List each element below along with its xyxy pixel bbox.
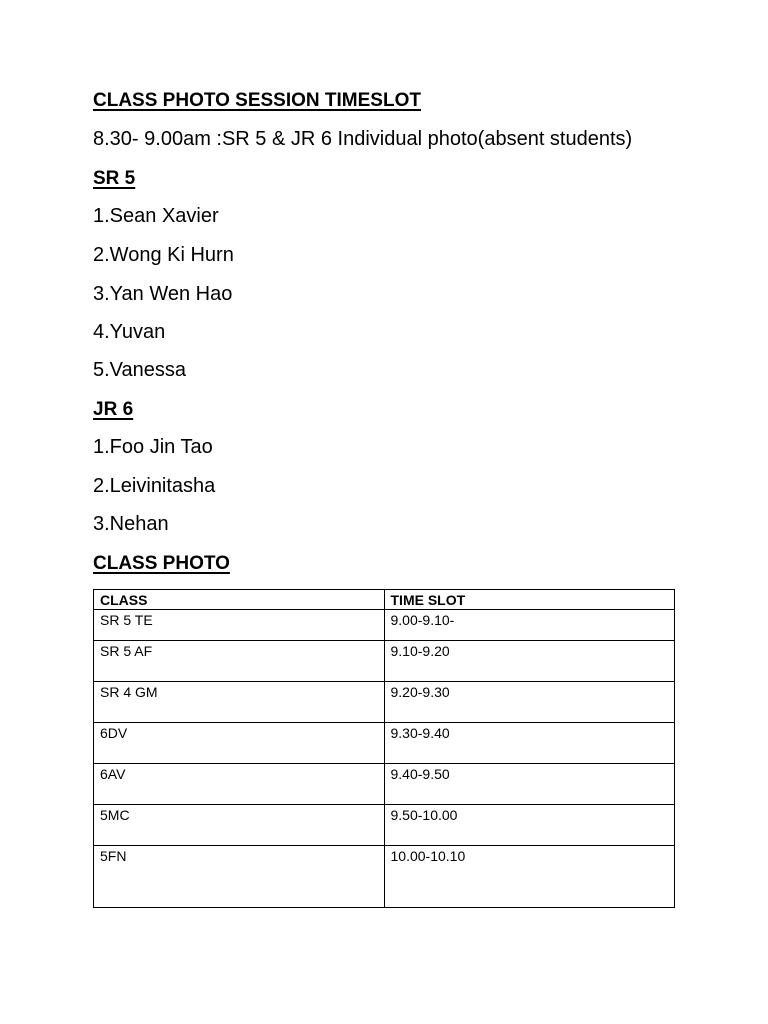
time-slot-cell: 9.50-10.00 <box>384 805 675 846</box>
table-row <box>94 641 675 682</box>
list-item: 3.Nehan <box>93 513 169 535</box>
time-slot-cell: 9.00-9.10- <box>384 610 675 641</box>
time-slot-cell: 9.30-9.40 <box>384 723 675 764</box>
session-intro: 8.30- 9.00am :SR 5 & JR 6 Individual photo(absent students) <box>93 128 633 150</box>
time-slot-cell: 10.00-10.10 <box>384 846 675 908</box>
list-item: 1.Sean Xavier <box>93 205 219 227</box>
class-photo-heading: CLASS PHOTO <box>93 553 230 574</box>
time-slot-cell: 9.40-9.50 <box>384 764 675 805</box>
class-cell: 6AV <box>94 764 385 805</box>
class-cell: 5FN <box>94 846 385 908</box>
class-cell: SR 5 AF <box>94 641 385 682</box>
list-item: 3.Yan Wen Hao <box>93 283 233 305</box>
timeslot-table <box>93 589 675 908</box>
table-header-row <box>94 590 675 610</box>
time-slot-cell: 9.20-9.30 <box>384 682 675 723</box>
class-cell: 6DV <box>94 723 385 764</box>
table-row <box>94 610 675 641</box>
class-cell: SR 5 TE <box>94 610 385 641</box>
table-row <box>94 764 675 805</box>
list-item: 5.Vanessa <box>93 359 187 381</box>
class-cell: 5MC <box>94 805 385 846</box>
document-title: CLASS PHOTO SESSION TIMESLOT <box>93 90 421 111</box>
time-slot-cell: 9.10-9.20 <box>384 641 675 682</box>
section-heading-sr5: SR 5 <box>93 168 136 189</box>
column-header-time-slot: TIME SLOT <box>384 590 675 610</box>
list-item: 2.Leivinitasha <box>93 475 216 497</box>
table-row <box>94 723 675 764</box>
table-row <box>94 682 675 723</box>
column-header-class: CLASS <box>94 590 385 610</box>
list-item: 1.Foo Jin Tao <box>93 436 213 458</box>
list-item: 4.Yuvan <box>93 321 166 343</box>
table-row <box>94 805 675 846</box>
list-item: 2.Wong Ki Hurn <box>93 244 234 266</box>
table-row <box>94 846 675 908</box>
section-heading-jr6: JR 6 <box>93 399 134 420</box>
class-cell: SR 4 GM <box>94 682 385 723</box>
